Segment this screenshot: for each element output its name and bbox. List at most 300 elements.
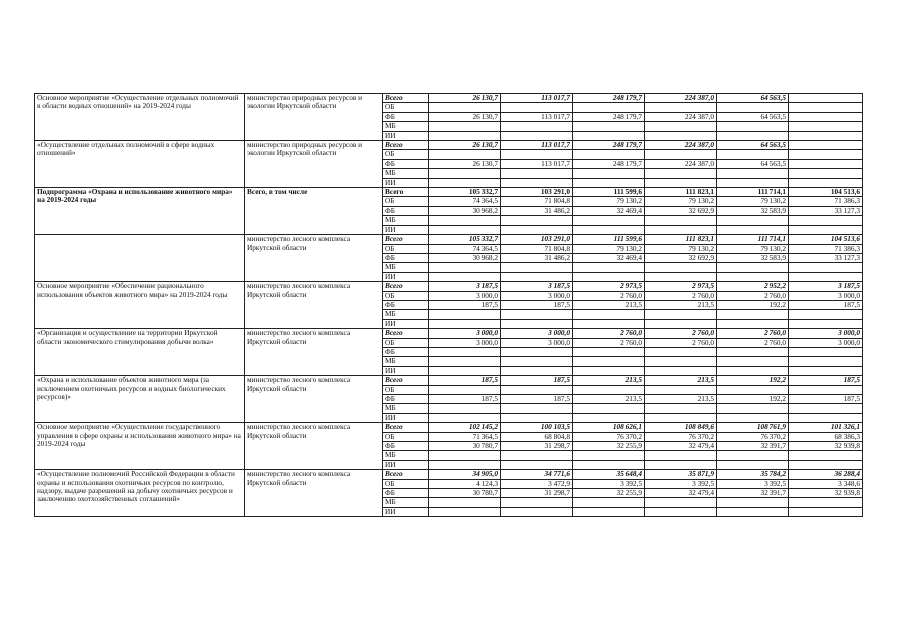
amount-cell: 32 583,9 xyxy=(717,253,789,262)
amount-cell xyxy=(717,460,789,469)
funding-source: ОБ xyxy=(383,385,429,394)
amount-cell xyxy=(645,507,717,516)
amount-cell xyxy=(717,122,789,131)
measure-name: Основное мероприятие «Осуществление государственного управления в сфере охраны и использования животного мира» на 2019-2024 годы xyxy=(35,423,245,470)
amount-cell: 3 187,5 xyxy=(429,282,501,291)
amount-cell: 79 130,2 xyxy=(573,244,645,253)
funding-source: ИИ xyxy=(383,225,429,234)
amount-cell xyxy=(429,178,501,187)
amount-cell: 111 599,6 xyxy=(573,235,645,244)
amount-cell: 71 364,5 xyxy=(429,432,501,441)
funding-source: ИИ xyxy=(383,319,429,328)
amount-cell: 248 179,7 xyxy=(573,94,645,103)
funding-source: ОБ xyxy=(383,291,429,300)
amount-cell xyxy=(717,216,789,225)
amount-cell: 3 392,5 xyxy=(573,479,645,488)
funding-source: ФБ xyxy=(383,442,429,451)
amount-cell xyxy=(789,169,863,178)
amount-cell: 104 513,6 xyxy=(789,188,863,197)
executor-name: министерство лесного комплекса Иркутской области xyxy=(245,235,383,282)
amount-cell xyxy=(429,357,501,366)
table-row xyxy=(35,94,863,103)
amount-cell: 32 939,8 xyxy=(789,442,863,451)
amount-cell: 187,5 xyxy=(789,300,863,309)
amount-cell: 108 626,1 xyxy=(573,423,645,432)
amount-cell xyxy=(645,413,717,422)
executor-name: министерство лесного комплекса Иркутской области xyxy=(245,470,383,517)
amount-cell xyxy=(645,451,717,460)
amount-cell xyxy=(789,225,863,234)
amount-cell: 248 179,7 xyxy=(573,159,645,168)
funding-source: Всего xyxy=(383,94,429,103)
amount-cell: 79 130,2 xyxy=(717,244,789,253)
amount-cell: 74 364,5 xyxy=(429,244,501,253)
funding-source: ОБ xyxy=(383,197,429,206)
amount-cell: 3 187,5 xyxy=(789,282,863,291)
amount-cell: 248 179,7 xyxy=(573,141,645,150)
amount-cell xyxy=(789,263,863,272)
amount-cell: 32 469,4 xyxy=(573,253,645,262)
amount-cell: 224 387,0 xyxy=(645,159,717,168)
amount-cell: 30 968,2 xyxy=(429,253,501,262)
amount-cell: 3 392,5 xyxy=(717,479,789,488)
amount-cell: 104 513,6 xyxy=(789,235,863,244)
amount-cell: 2 973,5 xyxy=(573,282,645,291)
amount-cell: 108 761,9 xyxy=(717,423,789,432)
amount-cell: 105 332,7 xyxy=(429,188,501,197)
amount-cell: 213,5 xyxy=(573,300,645,309)
funding-source: Всего xyxy=(383,235,429,244)
amount-cell xyxy=(645,122,717,131)
funding-source: МБ xyxy=(383,310,429,319)
amount-cell: 4 124,3 xyxy=(429,479,501,488)
funding-source: МБ xyxy=(383,169,429,178)
funding-source: ОБ xyxy=(383,479,429,488)
amount-cell xyxy=(429,413,501,422)
amount-cell xyxy=(717,103,789,112)
amount-cell: 3 000,0 xyxy=(429,291,501,300)
amount-cell: 111 714,1 xyxy=(717,188,789,197)
amount-cell: 74 364,5 xyxy=(429,197,501,206)
amount-cell: 3 000,0 xyxy=(501,329,573,338)
amount-cell xyxy=(789,272,863,281)
funding-source: Всего xyxy=(383,282,429,291)
amount-cell: 103 291,0 xyxy=(501,235,573,244)
amount-cell: 32 479,4 xyxy=(645,489,717,498)
amount-cell: 3 348,6 xyxy=(789,479,863,488)
amount-cell: 26 130,7 xyxy=(429,94,501,103)
table-row xyxy=(35,235,863,244)
amount-cell: 248 179,7 xyxy=(573,112,645,121)
amount-cell xyxy=(573,272,645,281)
amount-cell xyxy=(717,451,789,460)
executor-name: министерство природных ресурсов и экологии Иркутской области xyxy=(245,94,383,141)
funding-source: ФБ xyxy=(383,112,429,121)
funding-source: ИИ xyxy=(383,460,429,469)
amount-cell xyxy=(429,263,501,272)
amount-cell: 30 968,2 xyxy=(429,206,501,215)
amount-cell xyxy=(789,112,863,121)
amount-cell xyxy=(717,385,789,394)
amount-cell: 30 780,7 xyxy=(429,442,501,451)
table-row xyxy=(35,329,863,338)
amount-cell: 113 017,7 xyxy=(501,112,573,121)
amount-cell: 30 780,7 xyxy=(429,489,501,498)
funding-source: ФБ xyxy=(383,300,429,309)
funding-source: ФБ xyxy=(383,347,429,356)
amount-cell: 192,2 xyxy=(717,300,789,309)
amount-cell xyxy=(501,272,573,281)
amount-cell xyxy=(573,366,645,375)
amount-cell: 32 255,9 xyxy=(573,489,645,498)
amount-cell xyxy=(501,498,573,507)
amount-cell: 76 370,2 xyxy=(573,432,645,441)
amount-cell: 2 760,0 xyxy=(645,329,717,338)
amount-cell: 3 472,9 xyxy=(501,479,573,488)
amount-cell: 103 291,0 xyxy=(501,188,573,197)
amount-cell xyxy=(645,385,717,394)
amount-cell: 26 130,7 xyxy=(429,112,501,121)
amount-cell: 32 692,9 xyxy=(645,206,717,215)
amount-cell: 2 760,0 xyxy=(645,291,717,300)
amount-cell xyxy=(429,216,501,225)
amount-cell xyxy=(501,507,573,516)
amount-cell xyxy=(573,103,645,112)
amount-cell xyxy=(789,366,863,375)
amount-cell xyxy=(645,319,717,328)
amount-cell: 68 386,3 xyxy=(789,432,863,441)
funding-source: ФБ xyxy=(383,159,429,168)
amount-cell xyxy=(789,460,863,469)
amount-cell xyxy=(429,385,501,394)
amount-cell: 33 127,3 xyxy=(789,206,863,215)
amount-cell xyxy=(789,319,863,328)
amount-cell xyxy=(429,150,501,159)
amount-cell xyxy=(789,498,863,507)
amount-cell xyxy=(573,347,645,356)
table-row xyxy=(35,141,863,150)
amount-cell: 71 804,8 xyxy=(501,197,573,206)
amount-cell xyxy=(429,310,501,319)
amount-cell xyxy=(573,451,645,460)
amount-cell xyxy=(789,131,863,140)
funding-source: ОБ xyxy=(383,432,429,441)
measure-name xyxy=(35,235,245,282)
amount-cell: 113 017,7 xyxy=(501,94,573,103)
amount-cell: 2 760,0 xyxy=(645,338,717,347)
amount-cell: 2 952,2 xyxy=(717,282,789,291)
amount-cell: 79 130,2 xyxy=(645,244,717,253)
table-row xyxy=(35,188,863,197)
amount-cell xyxy=(645,310,717,319)
amount-cell xyxy=(645,178,717,187)
amount-cell: 111 823,1 xyxy=(645,188,717,197)
funding-source: ИИ xyxy=(383,413,429,422)
amount-cell: 2 760,0 xyxy=(573,329,645,338)
funding-source: ОБ xyxy=(383,103,429,112)
amount-cell xyxy=(789,178,863,187)
amount-cell: 32 583,9 xyxy=(717,206,789,215)
amount-cell xyxy=(789,385,863,394)
amount-cell: 2 760,0 xyxy=(573,291,645,300)
funding-source: ФБ xyxy=(383,395,429,404)
amount-cell: 187,5 xyxy=(789,395,863,404)
funding-source: Всего xyxy=(383,470,429,479)
amount-cell xyxy=(573,178,645,187)
executor-name: Всего, в том числе xyxy=(245,188,383,235)
amount-cell xyxy=(573,404,645,413)
funding-source: ФБ xyxy=(383,489,429,498)
funding-source: ИИ xyxy=(383,178,429,187)
amount-cell xyxy=(717,263,789,272)
amount-cell: 33 127,3 xyxy=(789,253,863,262)
amount-cell: 111 599,6 xyxy=(573,188,645,197)
amount-cell xyxy=(717,507,789,516)
amount-cell xyxy=(429,366,501,375)
amount-cell xyxy=(645,169,717,178)
amount-cell xyxy=(717,347,789,356)
measure-name: «Охрана и использование объектов животного мира (за исключением охотничьих ресурсов и водных биологических ресурсов)» xyxy=(35,376,245,423)
funding-source: ИИ xyxy=(383,131,429,140)
amount-cell: 79 130,2 xyxy=(573,197,645,206)
amount-cell: 32 391,7 xyxy=(717,489,789,498)
executor-name: министерство лесного комплекса Иркутской области xyxy=(245,376,383,423)
amount-cell: 2 760,0 xyxy=(717,338,789,347)
amount-cell xyxy=(645,404,717,413)
amount-cell: 31 298,7 xyxy=(501,442,573,451)
amount-cell xyxy=(501,178,573,187)
amount-cell xyxy=(789,404,863,413)
amount-cell: 26 130,7 xyxy=(429,159,501,168)
amount-cell: 3 000,0 xyxy=(501,338,573,347)
amount-cell: 3 392,5 xyxy=(645,479,717,488)
amount-cell: 32 469,4 xyxy=(573,206,645,215)
amount-cell: 111 714,1 xyxy=(717,235,789,244)
funding-source: Всего xyxy=(383,376,429,385)
amount-cell xyxy=(645,498,717,507)
amount-cell: 2 973,5 xyxy=(645,282,717,291)
amount-cell xyxy=(789,357,863,366)
amount-cell xyxy=(717,404,789,413)
amount-cell xyxy=(717,310,789,319)
measure-name: Основное мероприятие «Обеспечение рационального использования объектов животного мира» на 2019-2024 годы xyxy=(35,282,245,329)
table-row xyxy=(35,423,863,432)
amount-cell xyxy=(717,131,789,140)
amount-cell xyxy=(429,225,501,234)
amount-cell xyxy=(645,225,717,234)
amount-cell xyxy=(501,404,573,413)
amount-cell xyxy=(573,216,645,225)
funding-source: МБ xyxy=(383,263,429,272)
amount-cell: 32 391,7 xyxy=(717,442,789,451)
amount-cell: 64 563,5 xyxy=(717,159,789,168)
amount-cell: 102 145,2 xyxy=(429,423,501,432)
amount-cell xyxy=(573,498,645,507)
funding-source: ОБ xyxy=(383,338,429,347)
amount-cell: 2 760,0 xyxy=(717,291,789,300)
amount-cell: 35 784,2 xyxy=(717,470,789,479)
amount-cell xyxy=(789,103,863,112)
amount-cell xyxy=(573,460,645,469)
amount-cell xyxy=(429,460,501,469)
amount-cell: 3 000,0 xyxy=(789,338,863,347)
amount-cell: 34 905,0 xyxy=(429,470,501,479)
amount-cell: 32 692,9 xyxy=(645,253,717,262)
amount-cell: 64 563,5 xyxy=(717,94,789,103)
funding-source: ФБ xyxy=(383,253,429,262)
amount-cell xyxy=(573,122,645,131)
amount-cell: 224 387,0 xyxy=(645,94,717,103)
amount-cell: 3 000,0 xyxy=(429,329,501,338)
funding-source: Всего xyxy=(383,141,429,150)
amount-cell: 213,5 xyxy=(573,395,645,404)
amount-cell xyxy=(501,319,573,328)
amount-cell xyxy=(717,366,789,375)
amount-cell xyxy=(429,507,501,516)
amount-cell xyxy=(645,460,717,469)
amount-cell: 213,5 xyxy=(645,376,717,385)
amount-cell: 79 130,2 xyxy=(645,197,717,206)
amount-cell: 34 771,6 xyxy=(501,470,573,479)
amount-cell xyxy=(645,263,717,272)
amount-cell: 111 823,1 xyxy=(645,235,717,244)
amount-cell: 213,5 xyxy=(645,395,717,404)
amount-cell: 3 000,0 xyxy=(429,338,501,347)
executor-name: министерство лесного комплекса Иркутской области xyxy=(245,423,383,470)
amount-cell: 224 387,0 xyxy=(645,141,717,150)
amount-cell xyxy=(789,141,863,150)
amount-cell xyxy=(573,225,645,234)
amount-cell xyxy=(645,103,717,112)
funding-source: МБ xyxy=(383,357,429,366)
measure-name: «Организация и осуществление на территории Иркутской области экономического стимулирования добычи волка» xyxy=(35,329,245,376)
amount-cell: 101 326,1 xyxy=(789,423,863,432)
amount-cell xyxy=(645,150,717,159)
amount-cell xyxy=(789,347,863,356)
amount-cell xyxy=(501,460,573,469)
amount-cell xyxy=(573,319,645,328)
amount-cell: 192,2 xyxy=(717,395,789,404)
amount-cell: 71 386,3 xyxy=(789,244,863,253)
table-row xyxy=(35,282,863,291)
funding-source: Всего xyxy=(383,188,429,197)
amount-cell xyxy=(501,263,573,272)
amount-cell xyxy=(717,357,789,366)
amount-cell: 3 000,0 xyxy=(789,329,863,338)
amount-cell xyxy=(645,131,717,140)
amount-cell xyxy=(501,347,573,356)
amount-cell xyxy=(645,272,717,281)
amount-cell: 187,5 xyxy=(429,300,501,309)
amount-cell: 105 332,7 xyxy=(429,235,501,244)
amount-cell xyxy=(501,122,573,131)
amount-cell xyxy=(501,169,573,178)
amount-cell xyxy=(573,131,645,140)
amount-cell xyxy=(717,413,789,422)
amount-cell xyxy=(789,94,863,103)
executor-name: министерство лесного комплекса Иркутской области xyxy=(245,282,383,329)
amount-cell: 76 370,2 xyxy=(717,432,789,441)
amount-cell xyxy=(429,451,501,460)
amount-cell xyxy=(501,385,573,394)
amount-cell: 2 760,0 xyxy=(573,338,645,347)
amount-cell: 187,5 xyxy=(501,300,573,309)
amount-cell xyxy=(429,103,501,112)
amount-cell xyxy=(717,169,789,178)
amount-cell xyxy=(429,404,501,413)
amount-cell: 31 486,2 xyxy=(501,206,573,215)
amount-cell: 32 939,8 xyxy=(789,489,863,498)
amount-cell xyxy=(429,319,501,328)
amount-cell: 213,5 xyxy=(645,300,717,309)
amount-cell xyxy=(573,385,645,394)
amount-cell xyxy=(717,150,789,159)
amount-cell: 224 387,0 xyxy=(645,112,717,121)
measure-name: Основное мероприятие «Осуществление отдельных полномочий в области водных отношений» на 2019-2024 годы xyxy=(35,94,245,141)
amount-cell xyxy=(717,498,789,507)
funding-source: ОБ xyxy=(383,244,429,253)
funding-source: ФБ xyxy=(383,206,429,215)
funding-source: Всего xyxy=(383,423,429,432)
amount-cell xyxy=(789,150,863,159)
amount-cell: 3 000,0 xyxy=(789,291,863,300)
amount-cell xyxy=(501,451,573,460)
amount-cell: 187,5 xyxy=(501,376,573,385)
amount-cell xyxy=(573,413,645,422)
amount-cell xyxy=(501,216,573,225)
amount-cell: 32 479,4 xyxy=(645,442,717,451)
amount-cell: 71 804,8 xyxy=(501,244,573,253)
table-row xyxy=(35,470,863,479)
amount-cell xyxy=(573,310,645,319)
amount-cell: 68 804,8 xyxy=(501,432,573,441)
amount-cell: 76 370,2 xyxy=(645,432,717,441)
amount-cell: 100 103,5 xyxy=(501,423,573,432)
amount-cell xyxy=(717,178,789,187)
amount-cell: 79 130,2 xyxy=(717,197,789,206)
amount-cell xyxy=(789,413,863,422)
executor-name: министерство лесного комплекса Иркутской области xyxy=(245,329,383,376)
amount-cell xyxy=(429,122,501,131)
funding-source: Всего xyxy=(383,329,429,338)
amount-cell: 187,5 xyxy=(429,395,501,404)
amount-cell: 31 298,7 xyxy=(501,489,573,498)
amount-cell: 187,5 xyxy=(429,376,501,385)
funding-source: МБ xyxy=(383,122,429,131)
amount-cell xyxy=(429,169,501,178)
amount-cell: 192,2 xyxy=(717,376,789,385)
funding-source: МБ xyxy=(383,451,429,460)
amount-cell xyxy=(717,319,789,328)
amount-cell xyxy=(573,150,645,159)
funding-source: ИИ xyxy=(383,272,429,281)
amount-cell: 64 563,5 xyxy=(717,141,789,150)
amount-cell xyxy=(645,366,717,375)
measure-name: «Осуществление отдельных полномочий в сфере водных отношений» xyxy=(35,141,245,188)
amount-cell: 187,5 xyxy=(789,376,863,385)
amount-cell: 113 017,7 xyxy=(501,159,573,168)
amount-cell xyxy=(429,347,501,356)
measure-name: Подпрограмма «Охрана и использование животного мира» на 2019-2024 годы xyxy=(35,188,245,235)
amount-cell xyxy=(429,131,501,140)
amount-cell: 36 288,4 xyxy=(789,470,863,479)
amount-cell xyxy=(501,150,573,159)
amount-cell xyxy=(429,272,501,281)
budget-table-page xyxy=(34,93,862,517)
amount-cell xyxy=(501,366,573,375)
funding-source: ИИ xyxy=(383,507,429,516)
amount-cell xyxy=(645,216,717,225)
